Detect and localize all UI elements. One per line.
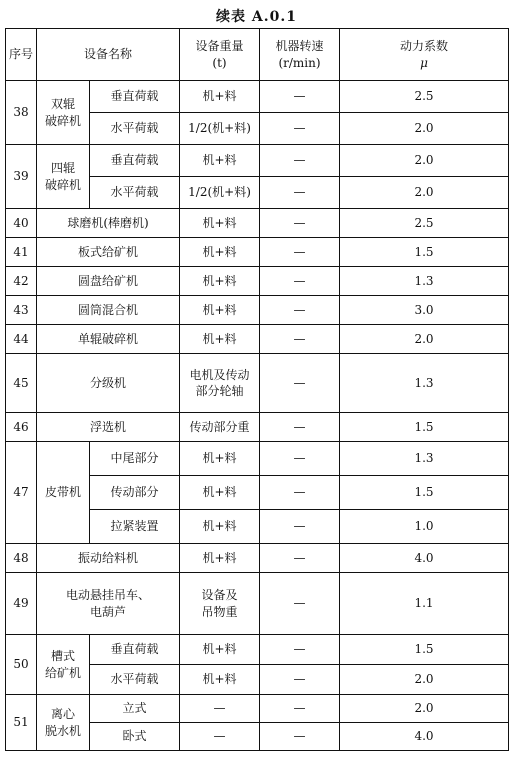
- cell-seq: 44: [6, 325, 37, 354]
- cell-coef: 2.0: [340, 113, 509, 145]
- cell-subname: 中尾部分: [90, 442, 180, 476]
- cell-coef: 1.3: [340, 267, 509, 296]
- table-row: [6, 238, 509, 267]
- cell-speed: —: [260, 177, 340, 209]
- cell-seq: 51: [6, 695, 37, 751]
- cell-name: 圆盘给矿机: [37, 267, 180, 296]
- cell-speed: —: [260, 635, 340, 665]
- cell-seq: 43: [6, 296, 37, 325]
- cell-weight: 机+料: [180, 325, 260, 354]
- cell-subname: 水平荷载: [90, 177, 180, 209]
- cell-seq: 50: [6, 635, 37, 695]
- cell-coef: 4.0: [340, 723, 509, 751]
- cell-subname: 传动部分: [90, 476, 180, 510]
- cell-coef: 1.1: [340, 573, 509, 635]
- table-row: [6, 413, 509, 442]
- cell-weight: 机+料: [180, 476, 260, 510]
- cell-name: 单辊破碎机: [37, 325, 180, 354]
- cell-subname: 水平荷载: [90, 665, 180, 695]
- cell-weight: 1/2(机+料): [180, 177, 260, 209]
- cell-coef: 2.0: [340, 665, 509, 695]
- cell-speed: —: [260, 510, 340, 544]
- table-row: [6, 544, 509, 573]
- cell-weight: 机+料: [180, 665, 260, 695]
- cell-seq: 48: [6, 544, 37, 573]
- cell-coef: 1.3: [340, 442, 509, 476]
- cell-speed: —: [260, 238, 340, 267]
- header-weight: 设备重量 (t): [180, 29, 260, 81]
- cell-speed: —: [260, 573, 340, 635]
- cell-speed: —: [260, 695, 340, 723]
- cell-speed: —: [260, 544, 340, 573]
- table-row: [6, 81, 509, 113]
- cell-group-name: 皮带机: [37, 442, 90, 544]
- cell-seq: 39: [6, 145, 37, 209]
- cell-weight: 设备及 吊物重: [180, 573, 260, 635]
- cell-name: 球磨机(棒磨机): [37, 209, 180, 238]
- cell-speed: —: [260, 442, 340, 476]
- cell-subname: 水平荷载: [90, 113, 180, 145]
- cell-weight: 1/2(机+料): [180, 113, 260, 145]
- cell-weight: 机+料: [180, 635, 260, 665]
- cell-subname: 垂直荷载: [90, 635, 180, 665]
- cell-weight: 机+料: [180, 510, 260, 544]
- cell-weight: 机+料: [180, 81, 260, 113]
- cell-subname: 垂直荷载: [90, 145, 180, 177]
- table-row: [6, 209, 509, 238]
- cell-seq: 38: [6, 81, 37, 145]
- cell-group-name: 双辊 破碎机: [37, 81, 90, 145]
- table-row: [6, 145, 509, 177]
- cell-subname: 立式: [90, 695, 180, 723]
- header-name: 设备名称: [37, 29, 180, 81]
- table-row: [6, 442, 509, 476]
- table-row: [6, 354, 509, 413]
- cell-seq: 45: [6, 354, 37, 413]
- table-row: [6, 267, 509, 296]
- table-title: 续表 A.0.1: [216, 9, 297, 25]
- header-coef: 动力系数 μ: [340, 29, 509, 81]
- cell-seq: 47: [6, 442, 37, 544]
- table-row: [6, 325, 509, 354]
- cell-name: 振动给料机: [37, 544, 180, 573]
- cell-weight: —: [180, 723, 260, 751]
- cell-name: 分级机: [37, 354, 180, 413]
- cell-speed: —: [260, 267, 340, 296]
- cell-weight: 机+料: [180, 209, 260, 238]
- cell-group-name: 四辊 破碎机: [37, 145, 90, 209]
- cell-speed: —: [260, 145, 340, 177]
- cell-weight: 机+料: [180, 238, 260, 267]
- table-row: [6, 296, 509, 325]
- cell-coef: 1.5: [340, 238, 509, 267]
- cell-weight: 机+料: [180, 267, 260, 296]
- cell-coef: 4.0: [340, 544, 509, 573]
- cell-coef: 1.5: [340, 413, 509, 442]
- cell-name: 圆筒混合机: [37, 296, 180, 325]
- table-row: [6, 695, 509, 723]
- cell-speed: —: [260, 81, 340, 113]
- cell-seq: 49: [6, 573, 37, 635]
- cell-speed: —: [260, 665, 340, 695]
- cell-speed: —: [260, 413, 340, 442]
- cell-subname: 垂直荷载: [90, 81, 180, 113]
- cell-name: 浮选机: [37, 413, 180, 442]
- header-row: [6, 29, 509, 81]
- cell-seq: 41: [6, 238, 37, 267]
- cell-weight: 电机及传动 部分轮轴: [180, 354, 260, 413]
- table-row: [6, 635, 509, 665]
- cell-coef: 1.3: [340, 354, 509, 413]
- cell-weight: 传动部分重: [180, 413, 260, 442]
- cell-speed: —: [260, 325, 340, 354]
- cell-speed: —: [260, 354, 340, 413]
- dynamic-coefficient-table: [5, 28, 509, 751]
- cell-coef: 2.0: [340, 177, 509, 209]
- cell-weight: 机+料: [180, 544, 260, 573]
- cell-coef: 1.5: [340, 635, 509, 665]
- cell-speed: —: [260, 113, 340, 145]
- cell-coef: 2.5: [340, 209, 509, 238]
- cell-group-name: 离心 脱水机: [37, 695, 90, 751]
- cell-coef: 2.5: [340, 81, 509, 113]
- cell-weight: —: [180, 695, 260, 723]
- cell-group-name: 槽式 给矿机: [37, 635, 90, 695]
- header-speed: 机器转速 (r/min): [260, 29, 340, 81]
- cell-subname: 卧式: [90, 723, 180, 751]
- cell-speed: —: [260, 209, 340, 238]
- cell-weight: 机+料: [180, 145, 260, 177]
- cell-coef: 3.0: [340, 296, 509, 325]
- table-row: [6, 573, 509, 635]
- cell-coef: 1.0: [340, 510, 509, 544]
- cell-name: 板式给矿机: [37, 238, 180, 267]
- header-seq: 序号: [6, 29, 37, 81]
- cell-coef: 2.0: [340, 695, 509, 723]
- cell-coef: 2.0: [340, 325, 509, 354]
- cell-weight: 机+料: [180, 442, 260, 476]
- cell-speed: —: [260, 296, 340, 325]
- cell-seq: 42: [6, 267, 37, 296]
- cell-coef: 1.5: [340, 476, 509, 510]
- cell-name: 电动悬挂吊车、 电葫芦: [37, 573, 180, 635]
- cell-coef: 2.0: [340, 145, 509, 177]
- cell-weight: 机+料: [180, 296, 260, 325]
- cell-subname: 拉紧装置: [90, 510, 180, 544]
- cell-speed: —: [260, 476, 340, 510]
- cell-speed: —: [260, 723, 340, 751]
- cell-seq: 40: [6, 209, 37, 238]
- cell-seq: 46: [6, 413, 37, 442]
